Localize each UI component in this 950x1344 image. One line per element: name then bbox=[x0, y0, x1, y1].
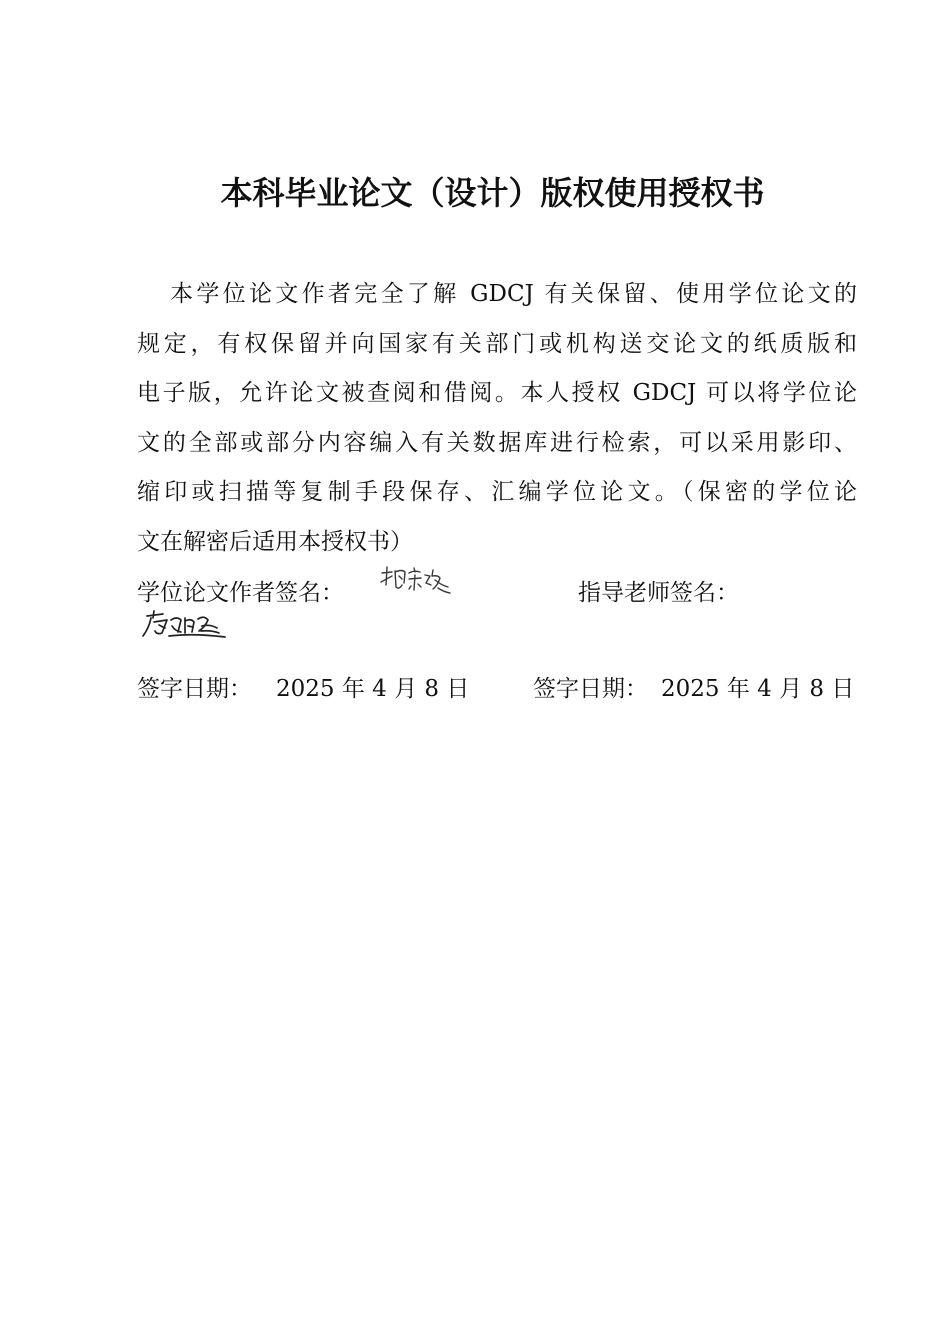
author-signature-image bbox=[378, 563, 452, 597]
advisor-signature-image bbox=[141, 609, 227, 641]
paragraph-line: 缩印或扫描等复制手段保存、汇编学位论文。（保密的学位论 bbox=[137, 479, 857, 506]
author-date-value: 2025 年 4 月 8 日 bbox=[276, 676, 470, 702]
paragraph-line: 本学位论文作者完全了解 GDCJ 有关保留、使用学位论文的 bbox=[170, 281, 857, 307]
paragraph-line: 规定，有权保留并向国家有关部门或机构送交论文的纸质版和 bbox=[137, 330, 857, 357]
page-title: 本科毕业论文（设计）版权使用授权书 bbox=[220, 174, 765, 212]
advisor-signature-label: 指导老师签名： bbox=[578, 580, 739, 606]
advisor-date-value: 2025 年 4 月 8 日 bbox=[661, 676, 855, 702]
paragraph-line: 电子版，允许论文被查阅和借阅。本人授权 GDCJ 可以将学位论 bbox=[137, 380, 857, 407]
author-signature-label: 学位论文作者签名： bbox=[137, 580, 344, 606]
author-date-label: 签字日期： bbox=[137, 676, 252, 702]
paragraph-line: 文的全部或部分内容编入有关数据库进行检索，可以采用影印、 bbox=[137, 429, 857, 456]
paragraph-line: 文在解密后适用本授权书） bbox=[137, 528, 413, 555]
advisor-date-label: 签字日期： bbox=[533, 676, 648, 702]
authorization-paragraph bbox=[137, 270, 857, 568]
